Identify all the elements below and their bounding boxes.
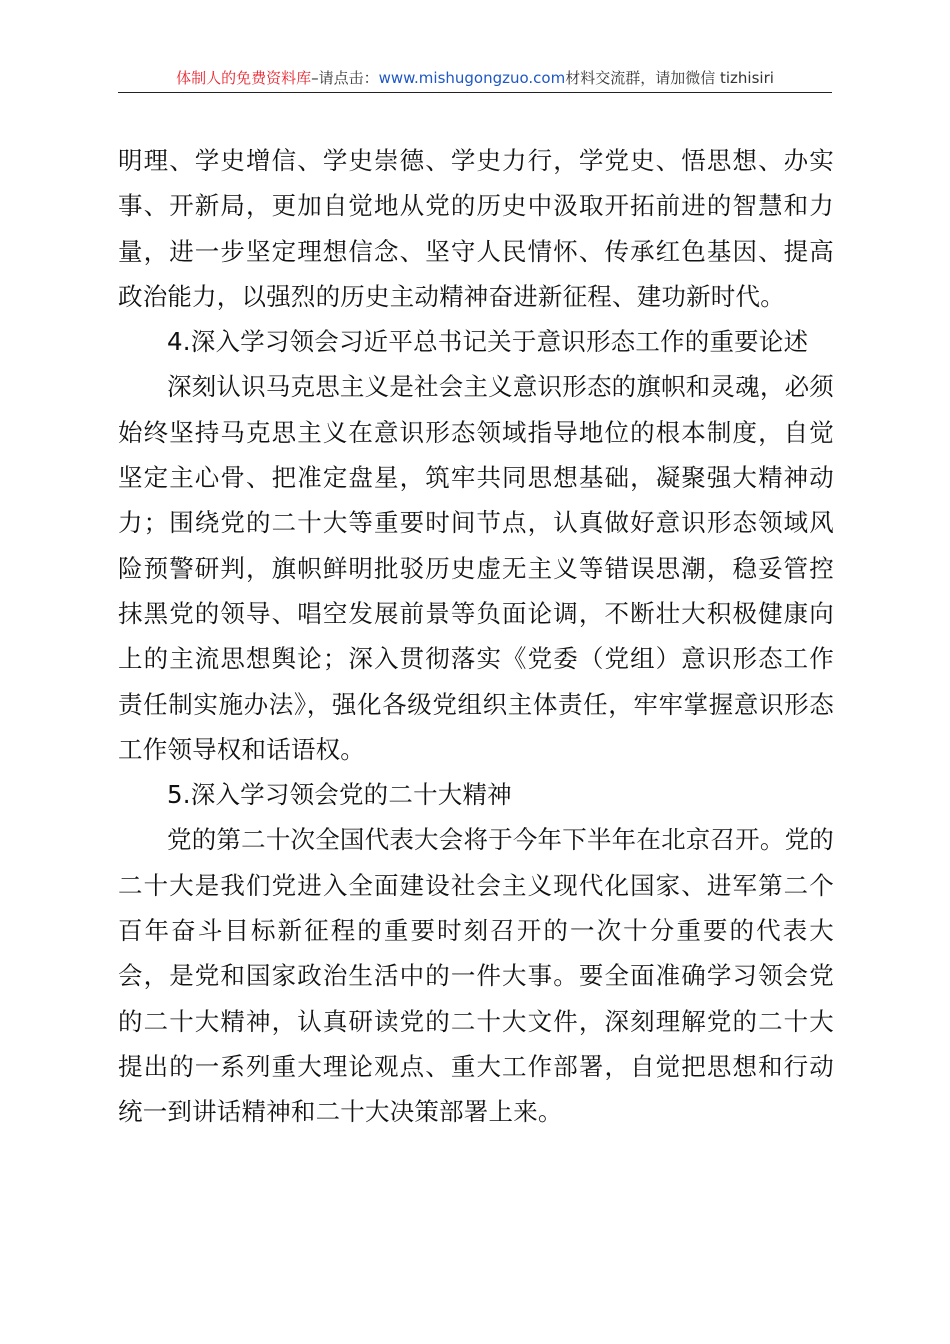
section-heading-4: 4.深入学习领会习近平总书记关于意识形态工作的重要论述 [167, 327, 809, 357]
header-note: 材料交流群，请加微信 tizhisiri [565, 69, 774, 87]
paragraph-section-4: 深刻认识马克思主义是社会主义意识形态的旗帜和灵魂，必须始终坚持马克思主义在意识形态领域指导地位的根本制度，自觉坚定主心骨、把准定盘星，筑牢共同思想基础，凝聚强大精神动力；围绕党的二十大等重要时间节点，认真做好意识形态领域风险预警研判，旗帜鲜明批驳历史虚无主义等错误思潮，稳妥管控抹黑党的领导、唱空发展前景等负面论调，不断壮大积极健康向上的主流思想舆论；深入贯彻落实《党委（党组）意识形态工作责任制实施办法》，强化各级党组织主体责任，牢牢掌握意识形态工作领导权和话语权。 [118, 372, 834, 764]
header-link[interactable]: www.mishugongzuo.com [378, 69, 566, 87]
header-prompt: –请点击： [311, 69, 379, 87]
header-brand: 体制人的免费资料库 [176, 69, 312, 87]
page-header [118, 66, 832, 93]
paragraph-section-5: 党的第二十次全国代表大会将于今年下半年在北京召开。党的二十大是我们党进入全面建设社会主义现代化国家、进军第二个百年奋斗目标新征程的重要时刻召开的一次十分重要的代表大会，是党和国家政治生活中的一件大事。要全面准确学习领会党的二十大精神，认真研读党的二十大文件，深刻理解党的二十大提出的一系列重大理论观点、重大工作部署，自觉把思想和行动统一到讲话精神和二十大决策部署上来。 [118, 825, 834, 1127]
paragraph-continued: 明理、学史增信、学史崇德、学史力行，学党史、悟思想、办实事、开新局，更加自觉地从党的历史中汲取开拓前进的智慧和力量，进一步坚定理想信念、坚守人民情怀、传承红色基因、提高政治能力，以强烈的历史主动精神奋进新征程、建功新时代。 [118, 146, 834, 311]
section-heading-5: 5.深入学习领会党的二十大精神 [167, 780, 512, 810]
document-body [118, 138, 834, 1135]
